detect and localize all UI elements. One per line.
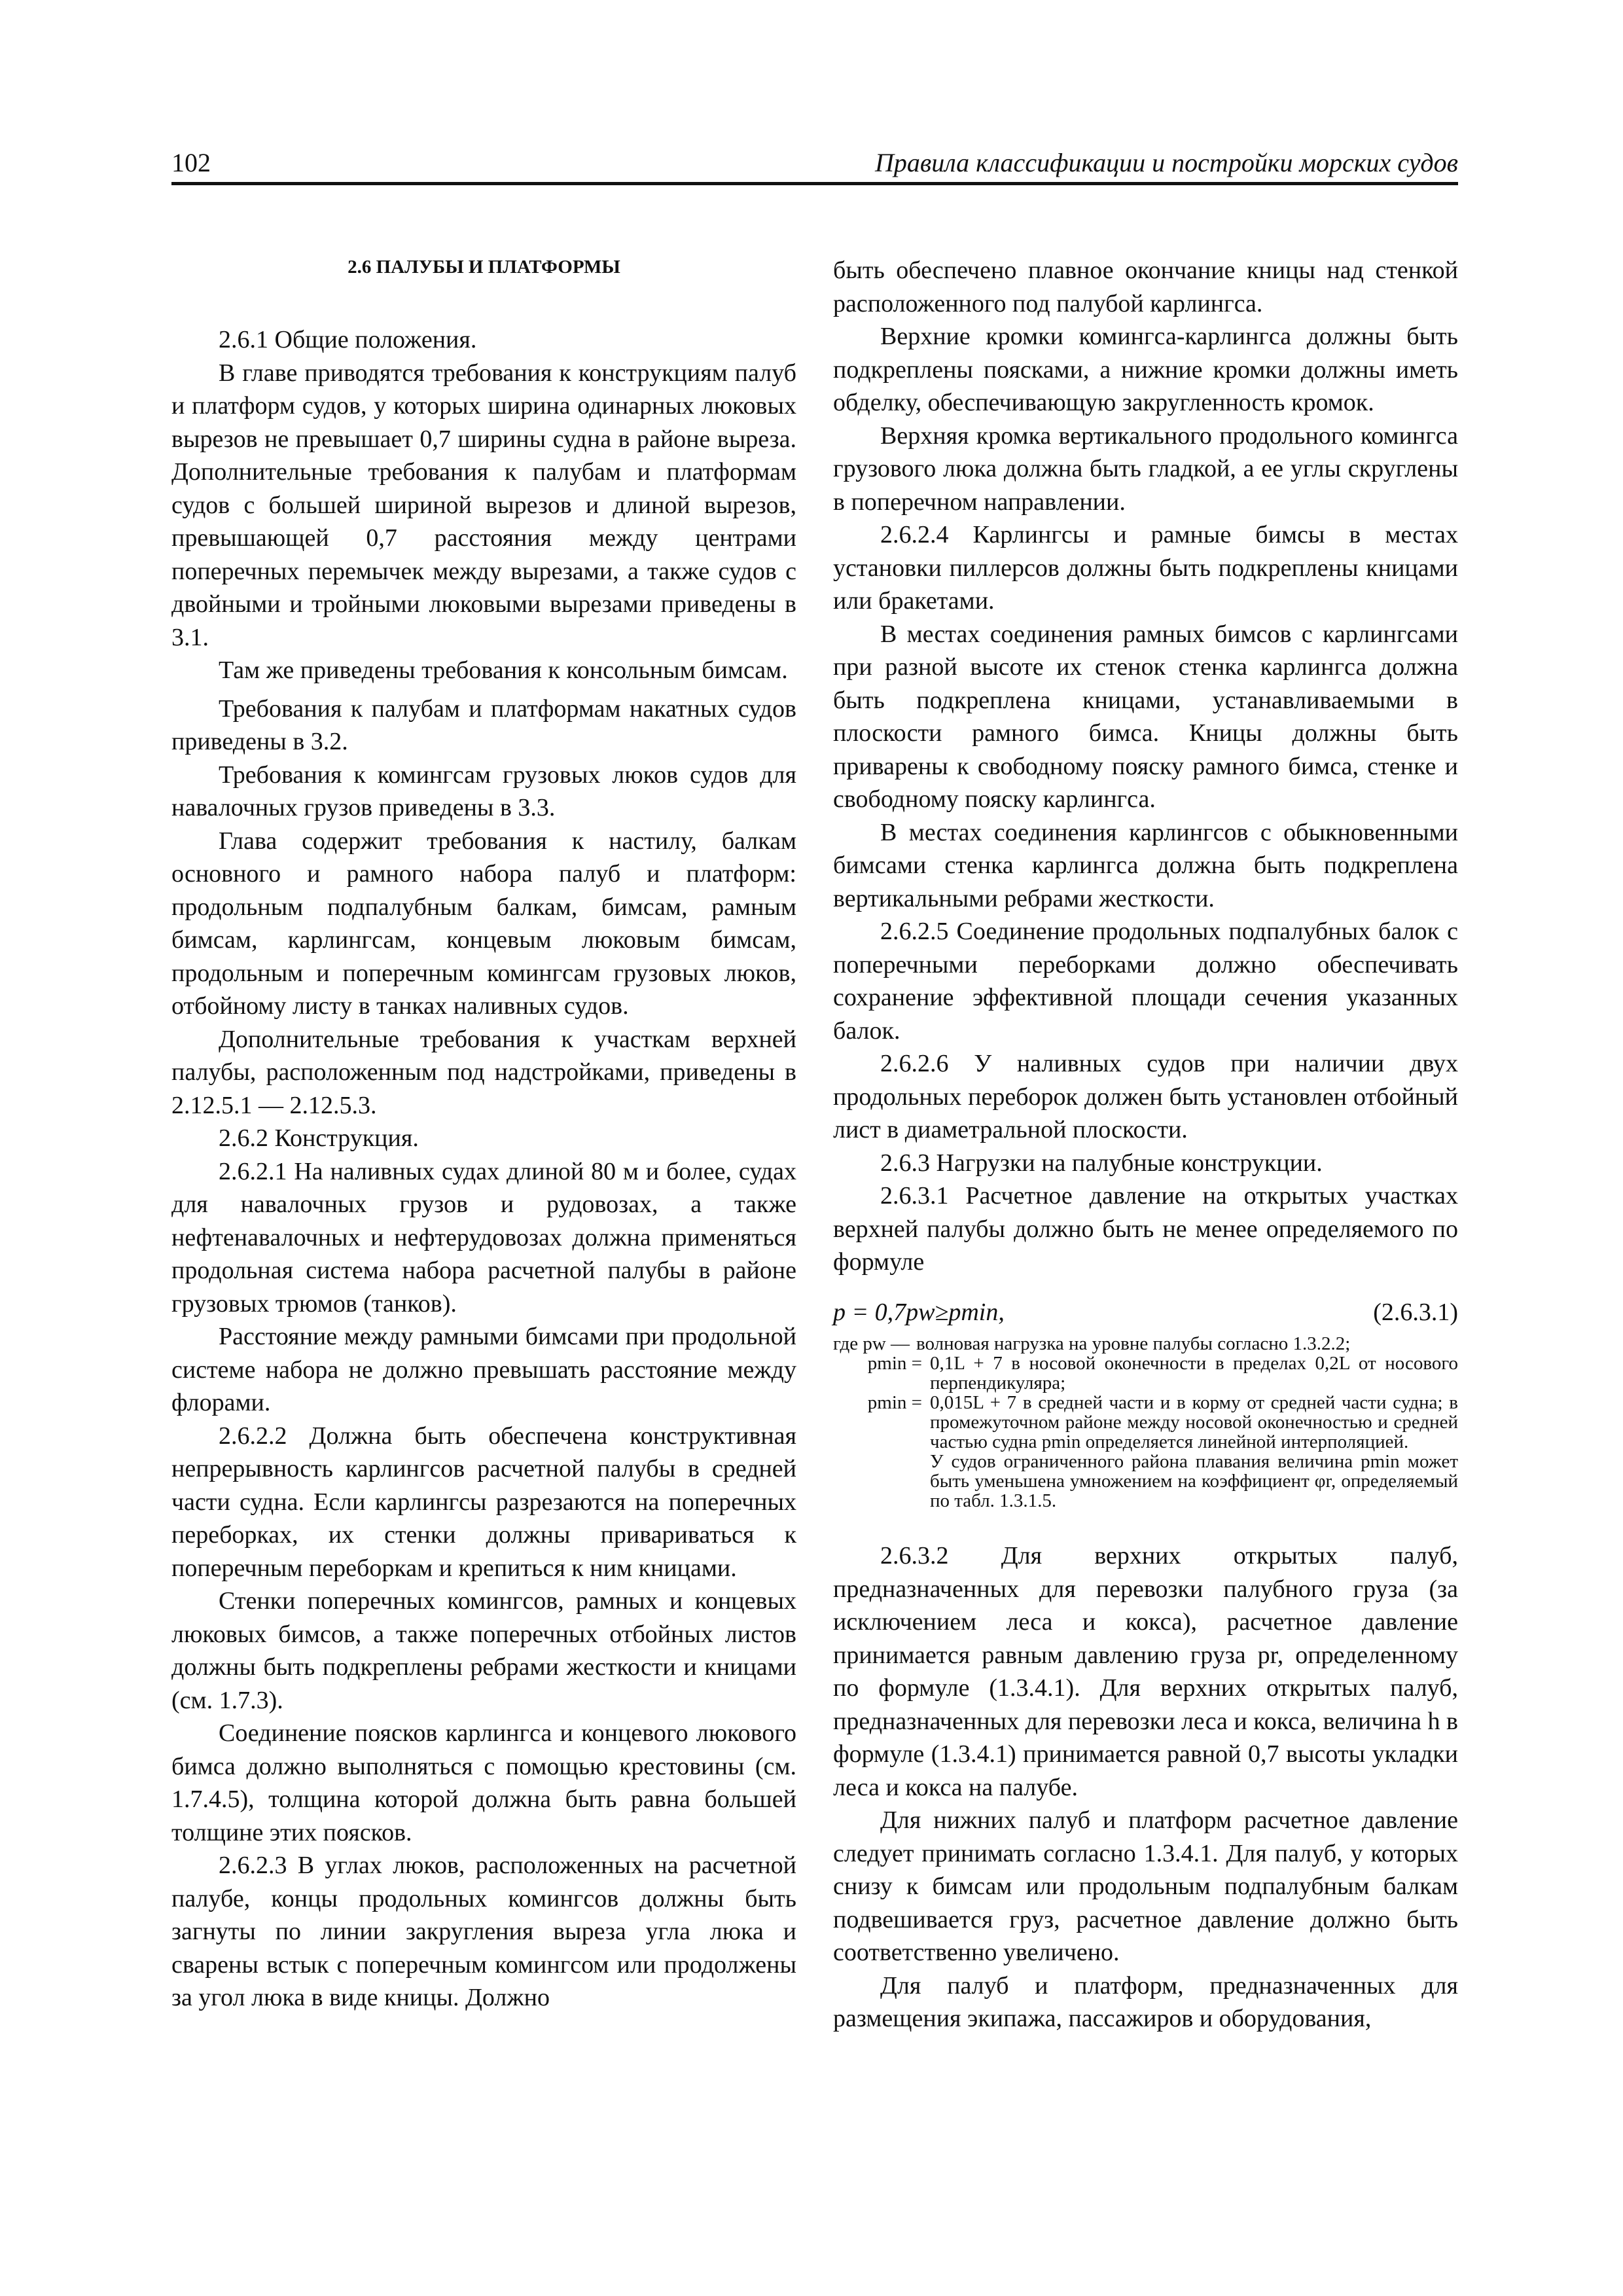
paragraph: Верхние кромки комингса-карлингса должны быть подкреплены поясками, а нижние кромки должны иметь обделку, обеспечивающую закругленность кромок.	[833, 323, 1458, 416]
section-title: 2.6 ПАЛУБЫ И ПЛАТФОРМЫ	[348, 257, 620, 278]
formula-legend	[833, 1334, 1458, 1511]
formula	[833, 1296, 1458, 1329]
paragraph: Требования к палубам и платформам накатных судов приведены в 3.2.	[171, 694, 796, 755]
subsection-heading: 2.6.3 Нагрузки на палубные конструкции.	[880, 1149, 1323, 1177]
legend-row	[833, 1393, 1458, 1452]
legend-key: pmin =	[867, 1353, 922, 1374]
formula-expression: p = 0,7pw≥pmin,	[833, 1298, 1005, 1326]
paragraph: Требования к комингсам грузовых люков судов для навалочных грузов приведены в 3.3.	[171, 761, 796, 821]
paragraph: 2.6.1 Общие положения.	[219, 326, 477, 353]
legend-text: 0,1L + 7 в носовой оконечности в пределах 0,2L от носового перпендикуляра;	[930, 1353, 1458, 1393]
paragraph: 2.6.3.1 Расчетное давление на открытых участках верхней палубы должно быть не менее определяемого по формуле	[833, 1182, 1458, 1276]
page-number: 102	[171, 148, 211, 177]
running-title: Правила классификации и постройки морских судов	[874, 148, 1458, 177]
paragraph: Там же приведены требования к консольным бимсам.	[219, 656, 788, 684]
paragraph: Для нижних палуб и платформ расчетное давление следует принимать согласно 1.3.4.1. Для палуб, у которых снизу к бимсам или продольным подпалубным балкам подвешивается груз, расчетное давление должно быть соответственно увеличено.	[833, 1806, 1458, 1966]
paragraph: Глава содержит требования к настилу, балкам основного и рамного набора палуб и платформ: продольным подпалубным балкам, бимсам, рамным бимсам, карлингсам, концевым люковым бимсам, продольным и поперечным комингсам грузовых люков, отбойному листу в танках наливных судов.	[171, 827, 796, 1020]
paragraph: В местах соединения рамных бимсов с карлингсами при разной высоте их стенок стенка карлингса должна быть подкреплена кницами, устанавливаемыми в плоскости рамного бимса. Кницы должны быть приварены к свободному пояску рамного бимса, стенке и свободному пояску карлингса.	[833, 620, 1458, 813]
legend-key: pmin =	[867, 1392, 922, 1413]
legend-note: У судов ограниченного района плавания величина pmin может быть уменьшена умножением на коэффициент φr, определяемый по табл. 1.3.1.5.	[930, 1451, 1458, 1511]
paragraph: быть обеспечено плавное окончание кницы над стенкой расположенного под палубой карлингса.	[833, 257, 1458, 317]
paragraph: 2.6.3.2 Для верхних открытых палуб, предназначенных для перевозки палубного груза (за исключением леса и кокса), расчетное давление принимается равным давлению груза pr, определенному по формуле (1.3.4.1). Для верхних открытых палуб, предназначенных для перевозки леса и кокса, величина h в формуле (1.3.4.1) принимается равной 0,7 высоты укладки леса и кокса на палубе.	[833, 1542, 1458, 1801]
legend-text: 0,015L + 7 в средней части и в корму от средней части судна; в промежуточном районе между носовой оконечностью и средней частью судна pmin определяется линейной интерполяцией.	[930, 1392, 1458, 1452]
paragraph: Соединение поясков карлингса и концевого люкового бимса должно выполняться с помощью крестовины (см. 1.7.4.5), толщина которой должна быть равна большей толщине этих поясков.	[171, 1719, 796, 1846]
paragraph: Расстояние между рамными бимсами при продольной системе набора не должно превышать расстояние между флорами.	[171, 1323, 796, 1416]
formula-number: (2.6.3.1)	[1373, 1298, 1458, 1326]
paragraph: 2.6.2.1 На наливных судах длиной 80 м и более, судах для навалочных грузов и рудовозах, а также нефтенавалочных и нефтерудовозах должна применяться продольная система набора расчетной палубы в районе грузовых трюмов (танков).	[171, 1157, 796, 1318]
paragraph: 2.6.2.3 В углах люков, расположенных на расчетной палубе, концы продольных комингсов должны быть загнуты по линии закругления выреза угла люка и сварены встык с поперечным комингсом или продолжены за угол люка в виде кницы. Должно	[171, 1852, 796, 2011]
subsection-heading: 2.6.2 Конструкция.	[219, 1124, 419, 1152]
legend-key: где pw —	[833, 1333, 910, 1354]
paragraph: В главе приводятся требования к конструкциям палуб и платформ судов, у которых ширина одинарных люковых вырезов не превышает 0,7 ширины судна в районе выреза. Дополнительные требования к палубам и платформам судов с большей шириной вырезов и длиной вырезов, превышающей 0,7 расстояния между центрами поперечных перемычек между вырезами, а также судов с двойными и тройными люковыми вырезами приведены в 3.1.	[171, 359, 796, 651]
paragraph: Дополнительные требования к участкам верхней палубы, расположенным под надстройками, приведены в 2.12.5.1 — 2.12.5.3.	[171, 1025, 796, 1119]
paragraph: Для палуб и платформ, предназначенных для размещения экипажа, пассажиров и оборудования,	[833, 1971, 1458, 2032]
paragraph: 2.6.2.4 Карлингсы и рамные бимсы в местах установки пиллерсов должны быть подкреплены кницами или бракетами.	[833, 521, 1458, 615]
right-column	[833, 254, 1458, 2036]
paragraph: В местах соединения карлингсов с обыкновенными бимсами стенка карлингса должна быть подкреплена вертикальными ребрами жесткости.	[833, 818, 1458, 912]
paragraph: Верхняя кромка вертикального продольного комингса грузового люка должна быть гладкой, а ее углы скруглены в поперечном направлении.	[833, 422, 1458, 516]
legend-row	[833, 1354, 1458, 1393]
legend-row	[833, 1334, 1458, 1354]
page-header	[171, 139, 1458, 185]
legend-text: волновая нагрузка на уровне палубы согласно 1.3.2.2;	[916, 1333, 1351, 1354]
paragraph: 2.6.2.5 Соединение продольных подпалубных балок с поперечными переборками должно обеспечивать сохранение эффективной площади сечения указанных балок.	[833, 918, 1458, 1045]
paragraph: Стенки поперечных комингсов, рамных и концевых люковых бимсов, а также поперечных отбойных листов должны быть подкреплены ребрами жесткости и кницами (см. 1.7.3).	[171, 1587, 796, 1714]
paragraph: 2.6.2.6 У наливных судов при наличии двух продольных переборок должен быть установлен отбойный лист в диаметральной плоскости.	[833, 1050, 1458, 1143]
paragraph: 2.6.2.2 Должна быть обеспечена конструктивная непрерывность карлингсов расчетной палубы в средней части судна. Если карлингсы разрезаются на поперечных переборках, их стенки должны привариваться к поперечным переборкам и крепиться к ним кницами.	[171, 1422, 796, 1582]
left-column	[171, 254, 796, 2015]
